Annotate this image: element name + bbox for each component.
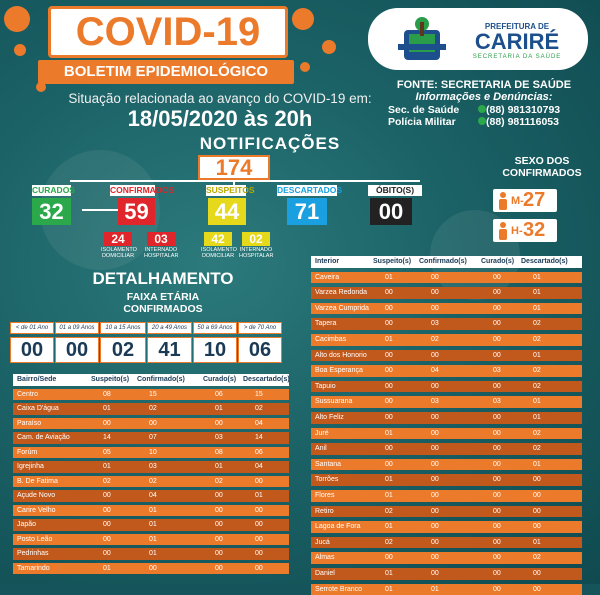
table-cell: 02 <box>149 477 157 485</box>
table-cell: 00 <box>431 429 439 437</box>
table-cell: 02 <box>533 429 541 437</box>
table-cell: 05 <box>103 448 111 456</box>
table-cell: 10 <box>149 448 157 456</box>
logo-line2: CARIRÉ <box>474 29 560 54</box>
table-cell: 01 <box>431 585 439 593</box>
table-cell: 01 <box>149 506 157 514</box>
table-cell: Almas <box>315 554 335 562</box>
table-cell: Alto Feliz <box>315 414 344 421</box>
table-cell: 02 <box>385 507 393 515</box>
table-cell: 00 <box>493 523 501 531</box>
table-cell: Centro <box>17 390 39 398</box>
substat-label: INTERNADO HOSPITALAR <box>239 247 274 259</box>
substat-label: ISOLAMENTO DOMICILIAR <box>101 247 137 259</box>
table-cell: 01 <box>533 414 541 421</box>
table-cell: 00 <box>431 273 439 281</box>
substat-value: 02 <box>242 232 270 246</box>
table-cell: Caveira <box>315 273 340 281</box>
table-cell: 00 <box>385 414 393 421</box>
table-cell: 02 <box>533 382 541 390</box>
table-cell: 00 <box>255 521 263 528</box>
female-label: H- <box>511 225 523 237</box>
table-cell: Anil <box>315 445 327 453</box>
stat-label: ÓBITO(S) <box>368 185 422 196</box>
table-cell: 00 <box>385 304 393 312</box>
table-cell: 00 <box>215 521 223 528</box>
table-row <box>311 537 582 549</box>
virus-icon <box>4 6 30 32</box>
male-box <box>493 189 557 212</box>
table-cell: 00 <box>215 419 223 427</box>
table-cell: 00 <box>103 550 111 557</box>
table-cell: 00 <box>431 538 439 546</box>
table-cell: Carire Velho <box>17 506 56 514</box>
table-cell: 00 <box>385 289 393 297</box>
table-cell: 00 <box>149 419 157 427</box>
age-subtitle: CONFIRMADOS <box>123 303 203 315</box>
whatsapp-icon <box>478 105 486 113</box>
table-cell: 01 <box>385 429 393 437</box>
table-cell: 00 <box>533 570 541 577</box>
table-cell: 00 <box>255 564 263 572</box>
detail-title: DETALHAMENTO <box>92 269 234 288</box>
coat-of-arms-icon <box>394 14 450 66</box>
table-cell: 01 <box>533 460 541 468</box>
table-row <box>311 287 582 299</box>
table-cell: 00 <box>103 506 111 514</box>
table-cell: 00 <box>255 477 263 485</box>
table-cell: Lagoa de Fora <box>315 523 361 531</box>
table-cell: 02 <box>215 477 223 485</box>
table-cell: 03 <box>493 367 501 375</box>
table-cell: Daniel <box>315 570 335 577</box>
table-cell: 01 <box>385 523 393 531</box>
table-row <box>311 506 582 518</box>
table-row <box>13 534 289 546</box>
table-row <box>311 568 582 580</box>
sex-title: SEXO DOS CONFIRMADOS <box>502 155 582 179</box>
table-cell: 01 <box>149 521 157 528</box>
whatsapp-icon <box>478 117 486 125</box>
table-row <box>311 381 582 393</box>
table-cell: 03 <box>149 463 157 470</box>
logo-line1: PREFEITURA DE <box>484 22 550 31</box>
table-cell: 00 <box>431 507 439 515</box>
table-cell: 01 <box>385 336 393 343</box>
column-header: Confirmado(s) <box>419 258 467 265</box>
table-row <box>311 334 582 346</box>
person-icon <box>497 221 509 240</box>
table-header <box>13 374 289 386</box>
stat-label: CURADOS <box>32 185 75 195</box>
table-cell: 00 <box>493 336 501 343</box>
table-row <box>13 432 289 444</box>
table-cell: 00 <box>215 535 223 543</box>
table-cell: 00 <box>385 351 393 359</box>
table-cell: Santana <box>315 460 342 468</box>
female-count: 32 <box>523 219 546 241</box>
table-cell: 00 <box>493 273 501 281</box>
table-cell: 00 <box>431 289 439 297</box>
contact-label: Sec. de Saúde <box>388 104 460 116</box>
table-cell: Paraíso <box>17 419 42 427</box>
table-cell: 01 <box>215 405 223 412</box>
table-cell: Boa Esperança <box>315 367 363 375</box>
contact-health <box>388 104 600 116</box>
table-cell: 01 <box>215 463 223 470</box>
table-cell: 00 <box>493 460 501 468</box>
column-header: Suspeito(s) <box>373 258 412 265</box>
table-header <box>311 256 582 268</box>
table-cell: 01 <box>385 585 393 593</box>
table-row <box>13 447 289 459</box>
table-cell: 00 <box>493 429 501 437</box>
table-row <box>13 505 289 517</box>
table-cell: 06 <box>255 448 263 456</box>
table-row <box>13 461 289 473</box>
female-box <box>493 219 557 242</box>
table-cell: 00 <box>493 476 501 484</box>
page-title: COVID-19 <box>48 6 288 58</box>
table-cell: 01 <box>533 273 541 281</box>
table-cell: 00 <box>431 476 439 484</box>
table-cell: 01 <box>103 405 111 412</box>
table-row <box>311 365 582 377</box>
age-group-value: 10 <box>193 337 237 363</box>
stat-label: CONFIRMADOS <box>110 185 175 195</box>
table-cell: 00 <box>385 554 393 562</box>
substat-label: INTERNADO HOSPITALAR <box>144 247 179 259</box>
column-header: Confirmado(s) <box>137 376 185 383</box>
table-cell: 01 <box>533 304 541 312</box>
table-cell: 00 <box>431 523 439 531</box>
table-row <box>311 521 582 533</box>
contact-police <box>388 116 600 128</box>
column-header: Interior <box>315 258 340 265</box>
age-group-label: 50 a 69 Anos <box>193 322 237 334</box>
table-cell: 03 <box>431 320 439 328</box>
table-cell: 02 <box>533 336 541 343</box>
table-cell: Posto Leão <box>17 535 53 543</box>
logo-line3: SECRETARIA DA SAÚDE <box>472 54 562 60</box>
age-group-label: 20 a 49 Anos <box>147 322 192 334</box>
substat-value: 42 <box>204 232 232 246</box>
table-cell: Tamarindo <box>17 564 50 572</box>
connector-line <box>70 180 420 182</box>
table-cell: 00 <box>431 414 439 421</box>
table-cell: 00 <box>255 535 263 543</box>
table-row <box>13 418 289 430</box>
table-cell: 07 <box>149 434 157 441</box>
table-cell: 00 <box>493 414 501 421</box>
male-count: 27 <box>523 189 546 211</box>
contact-phone: (88) 981116053 <box>486 116 559 128</box>
table-cell: 00 <box>385 445 393 453</box>
table-cell: 00 <box>215 564 223 572</box>
table-cell: Tapera <box>315 320 337 328</box>
table-cell: Pedrinhas <box>17 550 49 557</box>
table-cell: 00 <box>431 304 439 312</box>
table-row <box>311 303 582 315</box>
age-group-label: < de 01 Ano <box>10 322 54 334</box>
column-header: Descartado(s) <box>243 376 290 383</box>
situation-text: Situação relacionada ao avanço do COVID-19 em: <box>68 91 372 106</box>
column-header: Curado(s) <box>481 258 515 265</box>
stat-value: 71 <box>287 198 327 225</box>
table-cell: Sussuarana <box>315 398 353 406</box>
table-cell: 00 <box>149 564 157 572</box>
table-cell: 15 <box>149 390 157 398</box>
table-cell: 00 <box>431 554 439 562</box>
table-cell: 02 <box>533 367 541 375</box>
table-cell: Cam. de Aviação <box>17 434 70 441</box>
contact-label: Polícia Militar <box>388 116 456 128</box>
age-group-value: 00 <box>55 337 99 363</box>
table-cell: 00 <box>533 476 541 484</box>
table-cell: 00 <box>431 460 439 468</box>
table-cell: 00 <box>385 460 393 468</box>
male-label: M- <box>511 195 524 207</box>
age-group-label: 01 a 09 Anos <box>55 322 99 334</box>
table-cell: 04 <box>149 492 157 499</box>
table-cell: 00 <box>431 570 439 577</box>
table-cell: 06 <box>215 390 223 398</box>
table-cell: 14 <box>103 434 111 441</box>
stat-label: SUSPEITOS <box>206 185 255 195</box>
age-subtitle: FAIXA ETÁRIA <box>126 291 200 303</box>
table-cell: 02 <box>103 477 111 485</box>
table-cell: 02 <box>385 538 393 546</box>
table-cell: Serrote Branco <box>315 585 363 593</box>
table-row <box>311 459 582 471</box>
column-header: Curado(s) <box>203 376 237 383</box>
substat-value: 24 <box>104 232 132 246</box>
table-cell: 00 <box>385 382 393 390</box>
table-cell: 02 <box>533 554 541 562</box>
table-cell: 01 <box>103 463 111 470</box>
table-cell: 00 <box>493 570 501 577</box>
table-row <box>311 396 582 408</box>
table-cell: 00 <box>103 535 111 543</box>
table-cell: 00 <box>255 506 263 514</box>
table-cell: 00 <box>493 554 501 562</box>
table-cell: 02 <box>431 336 439 343</box>
table-cell: 04 <box>255 419 263 427</box>
virus-icon <box>300 62 310 72</box>
table-row <box>311 490 582 502</box>
table-cell: 03 <box>493 398 501 406</box>
stat-value: 32 <box>32 198 71 225</box>
table-cell: 00 <box>215 550 223 557</box>
table-cell: 00 <box>493 289 501 297</box>
table-cell: 02 <box>255 405 263 412</box>
table-cell: 00 <box>385 320 393 328</box>
table-cell: 00 <box>215 506 223 514</box>
table-cell: Alto dos Honorio <box>315 351 367 359</box>
table-cell: Varzea Cumprida <box>315 304 369 312</box>
age-group-value: 02 <box>100 337 146 363</box>
stat-value: 00 <box>370 198 412 225</box>
table-cell: 04 <box>431 367 439 375</box>
table-row <box>311 272 582 284</box>
table-cell: Jucá <box>315 538 330 546</box>
table-cell: 01 <box>255 492 263 499</box>
table-cell: 02 <box>149 405 157 412</box>
table-cell: 03 <box>431 398 439 406</box>
contact-phone: (88) 981310793 <box>486 104 561 116</box>
table-cell: 00 <box>103 419 111 427</box>
table-cell: 00 <box>493 351 501 359</box>
table-cell: 08 <box>103 390 111 398</box>
table-row <box>311 350 582 362</box>
table-cell: 00 <box>215 492 223 499</box>
table-cell: 00 <box>493 538 501 546</box>
table-cell: 02 <box>533 445 541 453</box>
table-cell: 00 <box>493 507 501 515</box>
column-header: Suspeito(s) <box>91 376 130 383</box>
notifications-total: 174 <box>198 155 270 180</box>
table-cell: 01 <box>385 570 393 577</box>
stat-value: 59 <box>118 198 155 225</box>
table-cell: 00 <box>431 382 439 390</box>
column-header: Bairro/Sede <box>17 376 57 383</box>
table-cell: 01 <box>385 273 393 281</box>
table-cell: 00 <box>533 523 541 531</box>
table-cell: 00 <box>493 585 501 593</box>
table-cell: 01 <box>385 476 393 484</box>
age-group-label: 10 a 15 Anos <box>100 322 146 334</box>
table-cell: 00 <box>493 492 501 499</box>
person-icon <box>497 191 509 210</box>
table-cell: 00 <box>255 550 263 557</box>
table-row <box>13 490 289 502</box>
table-cell: 00 <box>533 507 541 515</box>
table-cell: Japão <box>17 521 37 528</box>
table-cell: 01 <box>149 535 157 543</box>
connector-line <box>82 209 118 211</box>
table-row <box>311 428 582 440</box>
table-cell: Varzea Redonda <box>315 289 368 297</box>
table-cell: 00 <box>103 521 111 528</box>
table-cell: Juré <box>315 429 329 437</box>
table-cell: 00 <box>533 492 541 499</box>
table-row <box>13 519 289 531</box>
age-group-value: 00 <box>10 337 54 363</box>
stat-label: DESCARTADOS <box>277 185 343 195</box>
table-cell: 00 <box>385 367 393 375</box>
table-cell: 01 <box>149 550 157 557</box>
table-cell: 03 <box>215 434 223 441</box>
table-cell: Flores <box>315 492 335 499</box>
page-subtitle: BOLETIM EPIDEMIOLÓGICO <box>38 60 294 84</box>
table-cell: 14 <box>255 434 263 441</box>
table-cell: Tapuio <box>315 382 336 390</box>
table-cell: Igrejinha <box>17 463 44 470</box>
info-text: Informações e Denúncias: <box>415 91 553 103</box>
notifications-title: NOTIFICAÇÕES <box>199 134 341 153</box>
prefeitura-logo <box>368 8 588 70</box>
table-cell: 00 <box>385 398 393 406</box>
age-group-label: > de 70 Ano <box>238 322 282 334</box>
table-cell: Forúm <box>17 448 38 456</box>
table-cell: 01 <box>533 398 541 406</box>
report-date: 18/05/2020 às 20h <box>127 106 313 131</box>
substat-value: 03 <box>147 232 175 246</box>
table-cell: 01 <box>533 289 541 297</box>
table-row <box>311 318 582 330</box>
table-row <box>311 443 582 455</box>
virus-icon <box>14 44 26 56</box>
table-cell: Retiro <box>315 507 334 515</box>
table-cell: 01 <box>385 492 393 499</box>
table-cell: 01 <box>533 538 541 546</box>
substat-label: ISOLAMENTO DOMICILIAR <box>201 247 237 259</box>
table-cell: 00 <box>493 304 501 312</box>
table-row <box>13 389 289 401</box>
age-group-value: 06 <box>238 337 282 363</box>
table-cell: 00 <box>431 445 439 453</box>
table-row <box>13 403 289 415</box>
table-cell: Açude Novo <box>17 492 56 499</box>
table-row <box>311 474 582 486</box>
table-cell: 00 <box>493 320 501 328</box>
table-cell: 15 <box>255 390 263 398</box>
table-cell: 00 <box>431 492 439 499</box>
table-cell: B. De Fatima <box>17 477 58 485</box>
table-cell: 01 <box>533 351 541 359</box>
table-cell: 00 <box>103 492 111 499</box>
table-cell: 00 <box>493 445 501 453</box>
table-cell: Caixa D'água <box>17 405 59 412</box>
table-cell: 02 <box>533 320 541 328</box>
table-cell: 00 <box>493 382 501 390</box>
virus-icon <box>292 8 314 30</box>
table-cell: Cacimbas <box>315 336 347 343</box>
table-cell: 08 <box>215 448 223 456</box>
age-group-value: 41 <box>147 337 192 363</box>
stat-value: 44 <box>208 198 246 225</box>
table-row <box>13 476 289 488</box>
column-header: Descartado(s) <box>521 258 568 265</box>
table-row <box>311 584 582 595</box>
table-row <box>311 552 582 564</box>
table-cell: 00 <box>431 351 439 359</box>
table-cell: Torrões <box>315 476 339 484</box>
source-text: FONTE: SECRETARIA DE SAÚDE <box>396 79 572 91</box>
table-row <box>13 548 289 560</box>
virus-icon <box>322 40 336 54</box>
age-title <box>78 291 248 315</box>
table-cell: 04 <box>255 463 263 470</box>
table-row <box>311 412 582 424</box>
table-cell: 00 <box>533 585 541 593</box>
table-cell: 01 <box>103 564 111 572</box>
table-row <box>13 563 289 575</box>
